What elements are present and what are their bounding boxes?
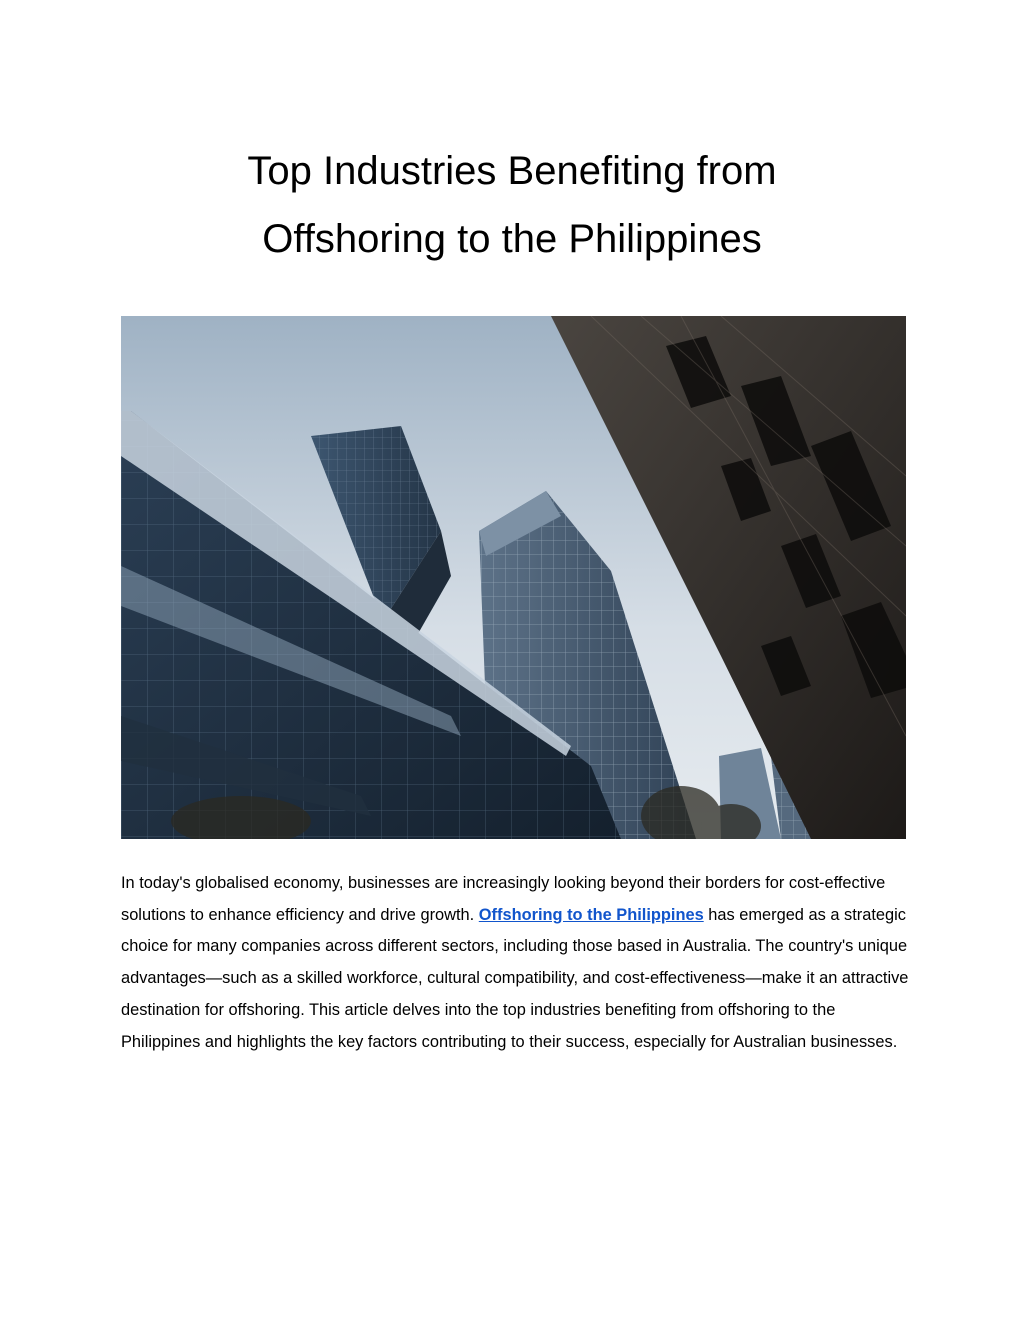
intro-paragraph (121, 868, 911, 1058)
skyscrapers-photo (121, 316, 906, 839)
page-title-line-1: Top Industries Benefiting from (247, 149, 777, 193)
intro-text-after-link: has emerged as a strategic choice for many companies across different sectors, including those based in Australia. The country's unique advantages—such as a skilled workforce, cultural compatibility, and cost-effectiveness—make it an attractive destination for offshoring. This article delves into the top industries benefiting from offshoring to the Philippines and highlights the key factors contributing to their success, especially for Australian businesses. (121, 905, 909, 1051)
page-title-line-2: Offshoring to the Philippines (262, 217, 762, 261)
page-title (0, 137, 1024, 273)
intro-text-before-link: In today's globalised economy, businesses are increasingly looking beyond their borders for cost-effective solutions to enhance efficiency and drive growth. (121, 874, 886, 924)
offshoring-link[interactable]: Offshoring to the Philippines (478, 905, 704, 924)
